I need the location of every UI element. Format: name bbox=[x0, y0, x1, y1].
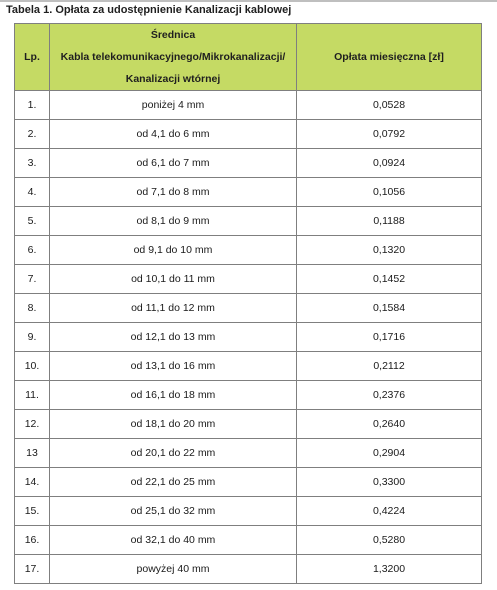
table-row bbox=[15, 265, 482, 294]
cell-fee: 0,4224 bbox=[297, 497, 482, 526]
table-row bbox=[15, 555, 482, 584]
cell-diameter: od 9,1 do 10 mm bbox=[50, 236, 297, 265]
top-divider bbox=[0, 0, 497, 2]
cell-fee: 0,0528 bbox=[297, 91, 482, 120]
table-row bbox=[15, 91, 482, 120]
cell-lp: 6. bbox=[15, 236, 50, 265]
cell-fee: 0,2376 bbox=[297, 381, 482, 410]
table-row bbox=[15, 381, 482, 410]
table-row bbox=[15, 323, 482, 352]
table-row bbox=[15, 236, 482, 265]
cell-lp: 16. bbox=[15, 526, 50, 555]
cell-fee: 1,3200 bbox=[297, 555, 482, 584]
cell-diameter: od 25,1 do 32 mm bbox=[50, 497, 297, 526]
cell-fee: 0,1716 bbox=[297, 323, 482, 352]
header-lp: Lp. bbox=[15, 24, 50, 91]
cell-diameter: od 20,1 do 22 mm bbox=[50, 439, 297, 468]
cell-lp: 5. bbox=[15, 207, 50, 236]
cell-fee: 0,3300 bbox=[297, 468, 482, 497]
cell-lp: 9. bbox=[15, 323, 50, 352]
cell-lp: 12. bbox=[15, 410, 50, 439]
cell-fee: 0,5280 bbox=[297, 526, 482, 555]
fee-table bbox=[14, 23, 482, 584]
header-fee: Opłata miesięczna [zł] bbox=[297, 24, 482, 91]
header-diameter-line2: Kabla telekomunikacyjnego/Mikrokanalizacji/ bbox=[60, 51, 286, 63]
cell-lp: 2. bbox=[15, 120, 50, 149]
table-caption: Tabela 1. Opłata za udostępnienie Kanalizacji kablowej bbox=[6, 4, 292, 16]
table-row bbox=[15, 149, 482, 178]
cell-diameter: od 13,1 do 16 mm bbox=[50, 352, 297, 381]
header-diameter bbox=[50, 24, 297, 91]
table-row bbox=[15, 410, 482, 439]
cell-lp: 1. bbox=[15, 91, 50, 120]
cell-lp: 8. bbox=[15, 294, 50, 323]
cell-lp: 7. bbox=[15, 265, 50, 294]
cell-diameter: od 4,1 do 6 mm bbox=[50, 120, 297, 149]
cell-diameter: od 16,1 do 18 mm bbox=[50, 381, 297, 410]
header-diameter-line3: Kanalizacji wtórnej bbox=[125, 73, 221, 85]
cell-fee: 0,1056 bbox=[297, 178, 482, 207]
cell-fee: 0,2904 bbox=[297, 439, 482, 468]
cell-diameter: powyżej 40 mm bbox=[50, 555, 297, 584]
cell-fee: 0,1188 bbox=[297, 207, 482, 236]
table-row bbox=[15, 352, 482, 381]
cell-diameter: od 22,1 do 25 mm bbox=[50, 468, 297, 497]
cell-fee: 0,0792 bbox=[297, 120, 482, 149]
cell-fee: 0,1452 bbox=[297, 265, 482, 294]
cell-fee: 0,2112 bbox=[297, 352, 482, 381]
table-row bbox=[15, 120, 482, 149]
cell-fee: 0,2640 bbox=[297, 410, 482, 439]
cell-lp: 13 bbox=[15, 439, 50, 468]
cell-diameter: od 6,1 do 7 mm bbox=[50, 149, 297, 178]
cell-fee: 0,1320 bbox=[297, 236, 482, 265]
table-row bbox=[15, 497, 482, 526]
cell-lp: 11. bbox=[15, 381, 50, 410]
table-header-row bbox=[15, 24, 482, 91]
cell-lp: 17. bbox=[15, 555, 50, 584]
header-diameter-line1: Średnica bbox=[150, 29, 196, 41]
cell-fee: 0,1584 bbox=[297, 294, 482, 323]
cell-fee: 0,0924 bbox=[297, 149, 482, 178]
cell-lp: 10. bbox=[15, 352, 50, 381]
cell-lp: 4. bbox=[15, 178, 50, 207]
table-row bbox=[15, 207, 482, 236]
table-row bbox=[15, 468, 482, 497]
cell-diameter: poniżej 4 mm bbox=[50, 91, 297, 120]
table-row bbox=[15, 294, 482, 323]
cell-diameter: od 32,1 do 40 mm bbox=[50, 526, 297, 555]
table-row bbox=[15, 439, 482, 468]
cell-diameter: od 7,1 do 8 mm bbox=[50, 178, 297, 207]
table-row bbox=[15, 178, 482, 207]
cell-diameter: od 12,1 do 13 mm bbox=[50, 323, 297, 352]
table-row bbox=[15, 526, 482, 555]
cell-lp: 14. bbox=[15, 468, 50, 497]
cell-diameter: od 18,1 do 20 mm bbox=[50, 410, 297, 439]
cell-lp: 3. bbox=[15, 149, 50, 178]
cell-diameter: od 11,1 do 12 mm bbox=[50, 294, 297, 323]
cell-diameter: od 8,1 do 9 mm bbox=[50, 207, 297, 236]
cell-diameter: od 10,1 do 11 mm bbox=[50, 265, 297, 294]
cell-lp: 15. bbox=[15, 497, 50, 526]
